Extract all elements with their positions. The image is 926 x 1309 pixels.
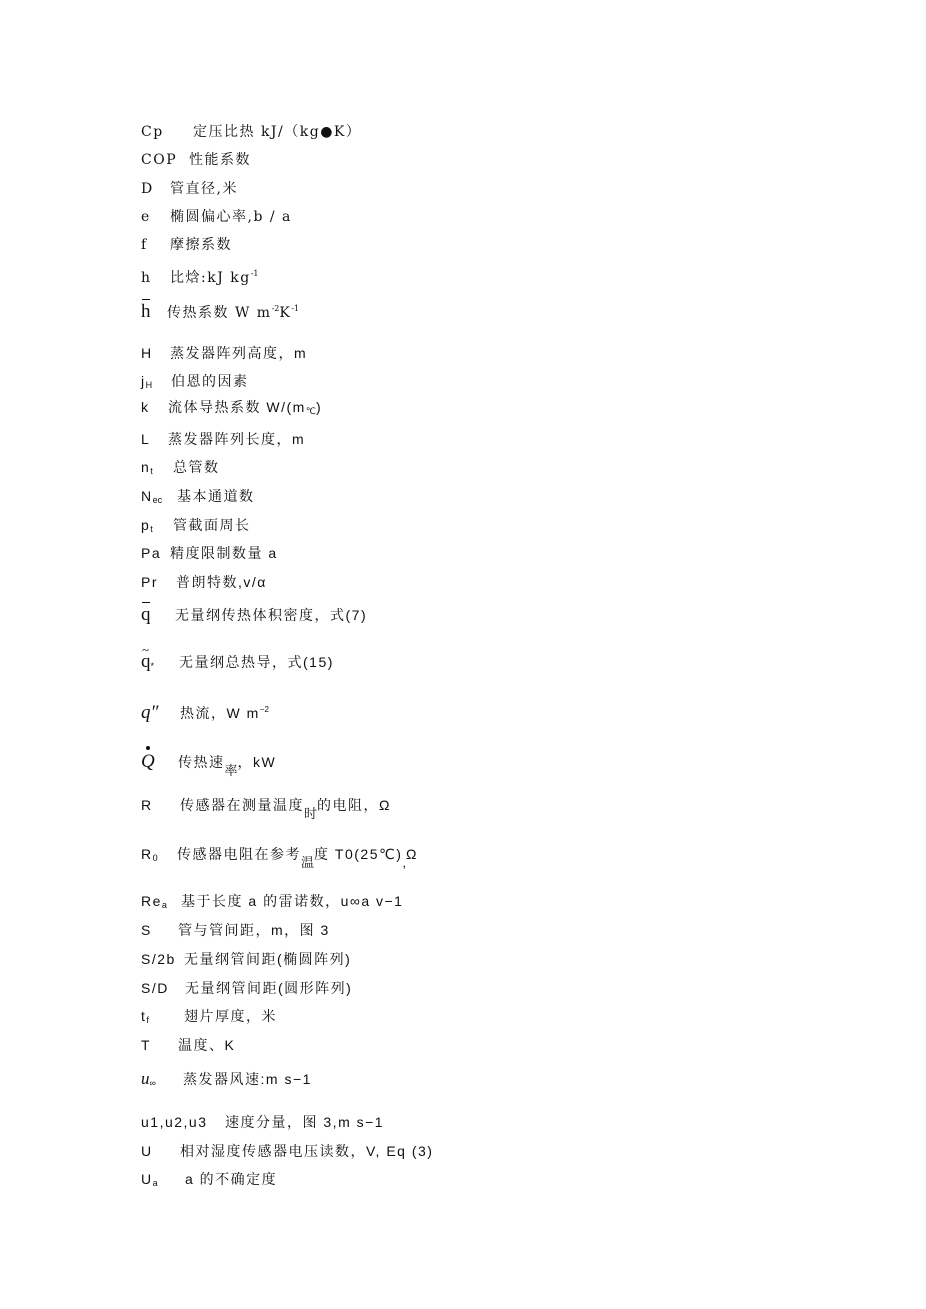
entry-description: 无量纲传热体积密度，式(7)	[175, 607, 368, 623]
entry-subscript: *	[150, 661, 155, 671]
entry-description: 管直径,米	[170, 181, 238, 197]
entry-description: 伯恩的因素	[171, 373, 249, 389]
entry-r	[141, 796, 391, 823]
entry-symbol: R	[141, 797, 153, 813]
entry-h-bar	[141, 300, 299, 322]
entry-e	[141, 208, 292, 226]
entry-symbol: ~ q	[141, 653, 151, 671]
entry-t	[141, 1036, 235, 1054]
entry-description: 温度、K	[178, 1037, 236, 1053]
entry-symbol: Pa	[141, 545, 162, 561]
entry-description: 蒸发器阵列长度，m	[168, 431, 306, 447]
entry-s	[141, 921, 330, 939]
entry-description: 传热速	[178, 754, 225, 770]
entry-pt	[141, 516, 251, 538]
entry-description: 相对湿度传感器电压读数，V, Eq (3)	[180, 1143, 434, 1159]
entry-L	[141, 430, 305, 448]
entry-sd	[141, 979, 352, 997]
entry-description: a 的不确定度	[185, 1171, 278, 1187]
entry-description: 蒸发器风速:m s−1	[183, 1071, 312, 1087]
entry-q-tilde	[141, 653, 334, 675]
entry-symbol: T	[141, 1037, 152, 1053]
entry-f	[141, 236, 232, 254]
entry-u-inf	[141, 1070, 312, 1092]
entry-description: 流体导热系数 W/(m	[168, 399, 306, 415]
entry-description: 翅片厚度，米	[184, 1008, 277, 1024]
entry-symbol: U	[141, 1143, 153, 1159]
entry-description: 基于长度 a 的雷诺数，u∞a v−1	[181, 893, 404, 909]
entry-u123	[141, 1113, 384, 1131]
entry-symbol: L	[141, 431, 151, 447]
entry-superscript: −2	[259, 705, 269, 714]
entry-symbol: j	[141, 373, 146, 389]
entry-subscript: ∞	[149, 1078, 156, 1088]
entry-q-bar	[141, 606, 367, 624]
entry-h-enthalpy	[141, 265, 259, 287]
entry-subscript: f	[146, 1015, 149, 1025]
entry-q-flux	[141, 701, 269, 722]
entry-description-end: )	[315, 399, 323, 415]
entry-symbol: D	[141, 181, 154, 197]
entry-subscript: 0	[152, 853, 158, 863]
entry-symbol: N	[141, 488, 153, 504]
entry-description-dropped: 时	[304, 806, 318, 821]
entry-r0	[141, 845, 418, 872]
entry-jh	[141, 372, 249, 394]
entry-nt	[141, 458, 220, 480]
entry-description-end: ，kW	[237, 754, 277, 770]
entry-symbol: h	[141, 270, 152, 286]
entry-description: 椭圆偏心率,b / a	[170, 209, 292, 225]
entry-symbol: q	[141, 604, 151, 625]
entry-description: 传感器在测量温度	[180, 797, 304, 813]
entry-symbol: q″	[141, 702, 159, 723]
entry-symbol: p	[141, 517, 151, 533]
entry-description: 无量纲管间距(椭圆阵列)	[184, 951, 352, 967]
entry-symbol: Re	[141, 893, 162, 909]
entry-subscript: a	[161, 900, 167, 910]
entry-subscript: H	[145, 380, 153, 390]
entry-d	[141, 180, 238, 198]
entry-description-dropped: 率	[224, 763, 238, 778]
entry-description: 精度限制数量 a	[170, 545, 278, 561]
entry-symbol: Q	[141, 751, 155, 772]
entry-subscript: ℃	[305, 406, 316, 416]
entry-description-dropped: 温	[301, 855, 315, 870]
entry-symbol: R	[141, 846, 153, 862]
entry-symbol: S/2b	[141, 951, 176, 967]
entry-description-end: Ω	[406, 846, 418, 862]
entry-symbol: S/D	[141, 980, 169, 996]
entry-description: 管与管间距，m，图 3	[178, 922, 330, 938]
entry-symbol: COP	[141, 152, 178, 168]
entry-symbol: n	[141, 459, 151, 475]
entry-superscript: -2	[271, 304, 280, 313]
entry-description-end: 的电阻，Ω	[317, 797, 391, 813]
entry-nec	[141, 487, 255, 509]
entry-superscript: -1	[291, 304, 300, 313]
entry-description: 普朗特数,v/α	[176, 574, 267, 590]
entry-description: 无量纲总热导，式(15)	[179, 654, 334, 670]
entry-k	[141, 398, 322, 420]
entry-symbol: H	[141, 345, 153, 361]
entry-description: 无量纲管间距(圆形阵列)	[185, 980, 353, 996]
entry-symbol: k	[141, 399, 150, 415]
entry-description: 传热系数 W m	[167, 305, 272, 321]
entry-symbol: S	[141, 922, 152, 938]
entry-description: 定压比热 kJ/（kg●K）	[193, 124, 362, 140]
entry-cp	[141, 123, 361, 141]
entry-symbol: e	[141, 209, 151, 225]
entry-description: 速度分量，图 3,m s−1	[225, 1114, 385, 1130]
entry-subscript: t	[150, 466, 153, 476]
entry-symbol: U	[141, 1171, 153, 1187]
entry-symbol: t	[141, 1008, 147, 1024]
entry-cop	[141, 151, 251, 169]
entry-H	[141, 344, 307, 362]
entry-symbol: u1,u2,u3	[141, 1114, 208, 1130]
entry-description-dropped: ,	[402, 855, 406, 870]
entry-s2b	[141, 950, 351, 968]
entry-description-mid: 度 T0(25℃)	[314, 846, 403, 862]
entry-description: 蒸发器阵列高度，m	[170, 345, 308, 361]
entry-pa	[141, 544, 278, 562]
entry-symbol: Pr	[141, 574, 158, 590]
entry-u	[141, 1142, 433, 1160]
entry-tf	[141, 1007, 277, 1029]
entry-symbol: f	[141, 237, 148, 253]
entry-description: 管截面周长	[173, 517, 251, 533]
entry-subscript: a	[152, 1178, 158, 1188]
entry-symbol: Cp	[141, 124, 164, 140]
entry-description: 比焓:kJ kg	[170, 270, 251, 286]
entry-subscript: t	[150, 524, 153, 534]
entry-symbol: h	[141, 301, 151, 322]
entry-description: 总管数	[173, 459, 220, 475]
entry-description: 热流，W m	[180, 705, 260, 721]
entry-pr	[141, 573, 267, 591]
entry-q-dot	[141, 753, 276, 780]
entry-subscript: ec	[152, 495, 163, 505]
entry-symbol: u	[141, 1069, 150, 1088]
entry-description: 基本通道数	[177, 488, 255, 504]
entry-description: 性能系数	[189, 152, 251, 168]
entry-description-unit: K	[279, 305, 292, 321]
entry-ua	[141, 1170, 277, 1192]
entry-description: 摩擦系数	[170, 237, 232, 253]
entry-superscript: -1	[250, 269, 259, 278]
entry-rea	[141, 892, 403, 914]
entry-description: 传感器电阻在参考	[177, 846, 301, 862]
